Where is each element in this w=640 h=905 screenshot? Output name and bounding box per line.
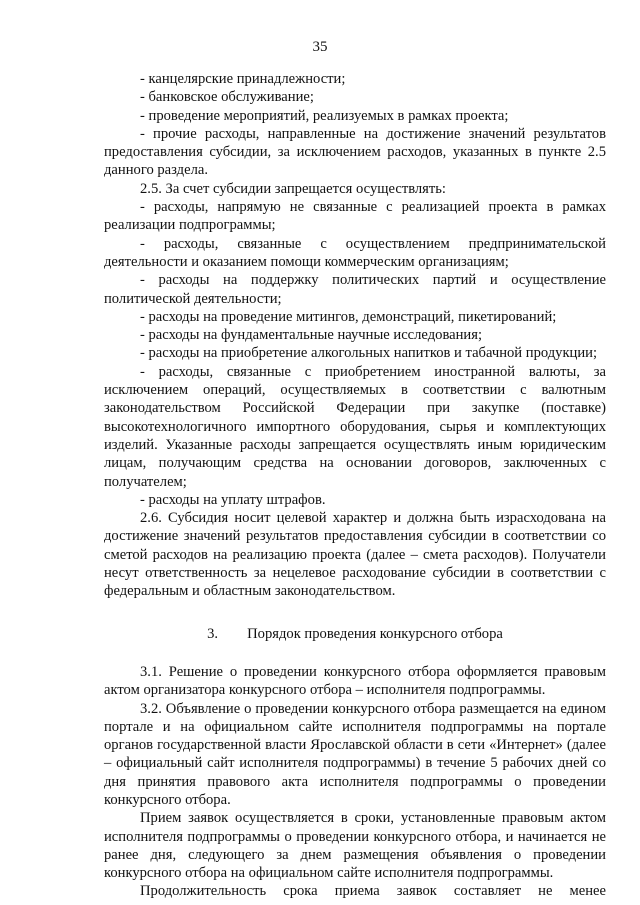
clause-2-5-intro: 2.5. За счет субсидии запрещается осуществлять: (140, 180, 446, 197)
list-item: - расходы, напрямую не связанные с реализацией проекта в рамках реализации подпрограммы; (104, 199, 606, 234)
clause-2-6: 2.6. Субсидия носит целевой характер и должна быть израсходована на достижение значений результатов предоставления субсидии в соответствии со сметой расходов на реализацию проекта (далее – смета расходов). Получатели несут ответственность за нецелевое расходование субсидии в соответствии с федеральным и областным законодательством. (104, 510, 606, 600)
section-number: 3. (207, 625, 219, 642)
document-body (104, 70, 606, 901)
clause-3-2: 3.2. Объявление о проведении конкурсного отбора размещается на едином портале и на официальном сайте исполнителя подпрограммы на портале органов государственной власти Ярославской области в сети «Интернет» (далее – официальный сайт исполнителя подпрограммы) в течение 5 рабочих дней со дня принятия правового акта исполнителя подпрограммы о проведении конкурсного отбора. (104, 700, 606, 808)
paragraph-applications: Прием заявок осуществляется в сроки, установленные правовым актом исполнителя подпрограммы о проведении конкурсного отбора, и начинается не ранее дня, следующего за днем размещения объявления о проведении конкурсного отбора на официальном сайте исполнителя подпрограммы. (104, 810, 606, 882)
list-item: - расходы на поддержку политических партий и осуществление политической деятельности; (104, 272, 606, 307)
list-item: - расходы на приобретение алкогольных напитков и табачной продукции; (140, 345, 598, 362)
list-item: - канцелярские принадлежности; (140, 71, 346, 87)
clause-3-1: 3.1. Решение о проведении конкурсного отбора оформляется правовым актом организатора конкурсного отбора – исполнителя подпрограммы. (104, 663, 606, 699)
section-title: Порядок проведения конкурсного отбора (247, 625, 503, 642)
paragraph-duration: Продолжительность срока приема заявок составляет не менее (140, 883, 606, 900)
list-item: - проведение мероприятий, реализуемых в рамках проекта; (140, 107, 509, 124)
list-item: - расходы, связанные с приобретением иностранной валюты, за исключением операций, осуществляемых в соответствии с валютным законодательством Российской Федерации при закупке (поставке) высокотехнологичного импортного оборудования, сырья и комплектующих изделий. Указанные расходы запрещается осуществлять иным юридическим лицам, получающим средства на основании договоров, заключенных с получателем; (104, 363, 606, 490)
list-item: - прочие расходы, направленные на достижение значений результатов предоставления субсидии, за исключением расходов, указанных в пункте 2.5 данного раздела. (104, 125, 606, 179)
list-item: - расходы, связанные с осуществлением предпринимательской деятельности и оказанием помощи коммерческим организациям; (104, 235, 606, 270)
list-item: - расходы на фундаментальные научные исследования; (140, 327, 483, 344)
list-item: - банковское обслуживание; (140, 89, 314, 106)
page-number: 35 (312, 39, 328, 55)
list-item: - расходы на уплату штрафов. (140, 491, 326, 508)
list-item: - расходы на проведение митингов, демонстраций, пикетирований; (140, 308, 557, 325)
section-heading (104, 625, 606, 643)
